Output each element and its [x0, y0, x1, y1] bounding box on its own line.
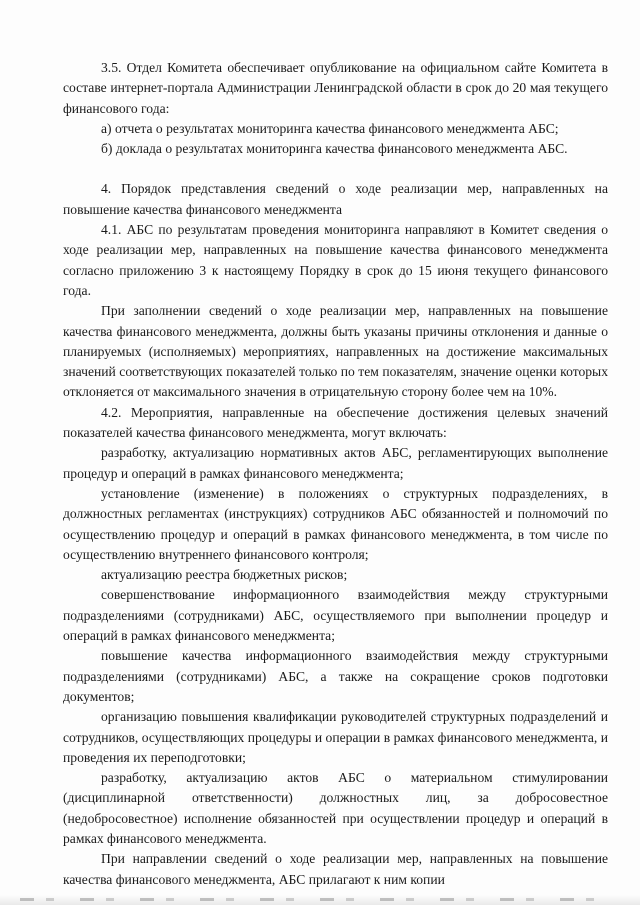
list-item-regulations: установление (изменение) в положениях о структурных подразделениях, в должностных регламентах (инструкциях) сотрудников АБС обязанностей и полномочий по осуществлению процедур и операций в рамках финансового менеджмента, в том числе по осуществлению внутреннего финансового контроля;: [63, 485, 608, 562]
paragraph-3-5-a: а) отчета о результатах мониторинга качества финансового менеджмента АБС;: [101, 120, 559, 136]
paragraph-3-5: 3.5. Отдел Комитета обеспечивает опубликование на официальном сайте Комитета в составе интернет-портала Администрации Ленинградской области в срок до 20 мая текущего финансового года:: [63, 60, 608, 116]
section-4-heading: 4. Порядок представления сведений о ходе реализации мер, направленных на повышение качества финансового менеджмента: [63, 181, 608, 217]
paragraph-4-1: 4.1. АБС по результатам проведения мониторинга направляют в Комитет сведения о ходе реализации мер, направленных на повышение качества финансового менеджмента согласно приложению 3 к настоящему Порядку в срок до 15 июня текущего финансового года.: [63, 222, 608, 298]
list-item-normative-acts: разработку, актуализацию нормативных актов АБС, регламентирующих выполнение процедур и операций в рамках финансового менеджмента;: [63, 445, 608, 481]
list-item-training: организацию повышения квалификации руководителей структурных подразделений и сотрудников, осуществляющих процедуры и операции в рамках финансового менеджмента, и проведения их переподготовки;: [63, 709, 608, 765]
scan-artifact-marks: [20, 898, 620, 901]
list-item-info-interaction: совершенствование информационного взаимодействия между структурными подразделениями (сотрудниками) АБС, осуществляемого при выполнении процедур и операций в рамках финансового менеджмента;: [63, 587, 608, 644]
paragraph-3-5-b: б) доклада о результатах мониторинга качества финансового менеджмента АБС.: [101, 141, 568, 157]
paragraph-4-2: 4.2. Мероприятия, направленные на обеспечение достижения целевых значений показателей качества финансового менеджмента, могут включать:: [63, 404, 608, 441]
list-item-incentives: разработку, актуализацию актов АБС о материальном стимулировании (дисциплинарной ответственности) должностных лиц, за добросовестное (недобросовестное) исполнение обязанностей при осуществлении процедур и операций в рамках финансового менеджмента.: [63, 770, 608, 846]
list-item-info-quality: повышение качества информационного взаимодействия между структурными подразделениями (сотрудниками) АБС, а также на сокращение сроков подготовки документов;: [63, 648, 608, 704]
list-item-risk-register: актуализацию реестра бюджетных рисков;: [101, 567, 348, 583]
document-body: [63, 58, 608, 890]
paragraph-4-1-filling: При заполнении сведений о ходе реализации мер, направленных на повышение качества финансового менеджмента, должны быть указаны причины отклонения и данные о планируемых (исполняемых) мероприятиях, направленных на достижение максимальных значений соответствующих показателей только по тем показателям, значение оценки которых отклоняется от максимального значения в отрицательную сторону более чем на 10%.: [63, 303, 608, 400]
paragraph-closing: При направлении сведений о ходе реализации мер, направленных на повышение качества финансового менеджмента, АБС прилагают к ним копии: [63, 851, 608, 887]
